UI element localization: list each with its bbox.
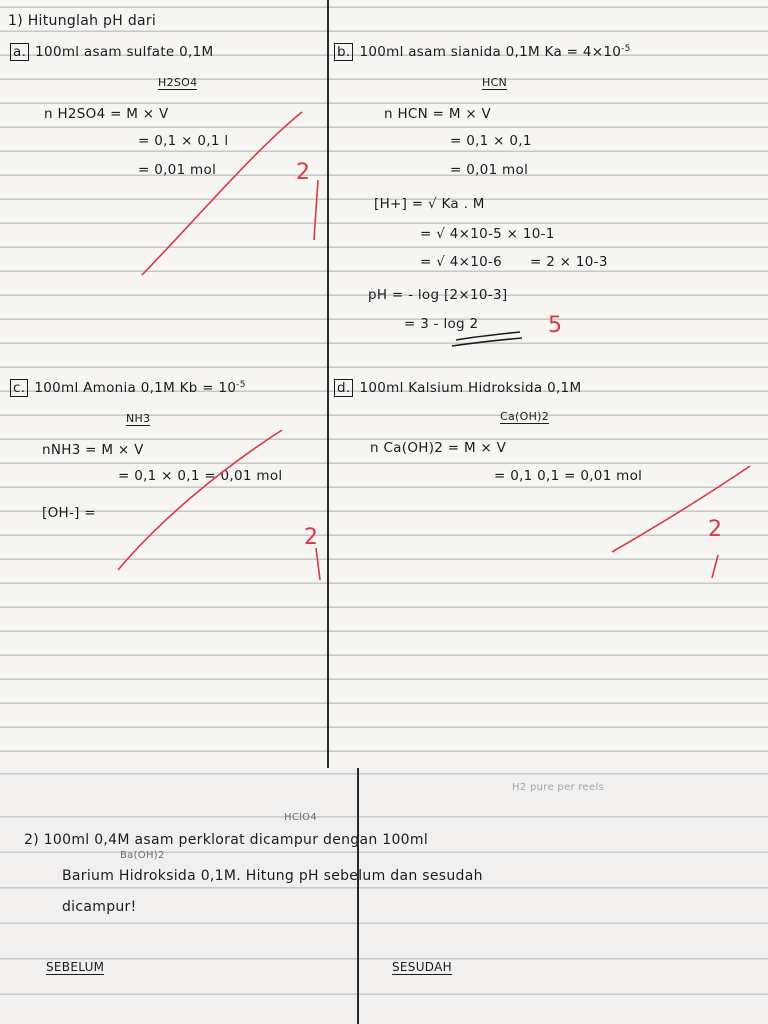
- note-barium-formula: Ba(OH)2: [120, 850, 165, 861]
- part-b-line-8: pH = - log [2×10-3]: [368, 287, 508, 303]
- part-b-line-7: = 2 × 10-3: [530, 254, 608, 270]
- question-1-heading: 1) Hitunglah pH dari: [8, 13, 157, 29]
- part-a-formula: H2SO4: [158, 76, 198, 89]
- part-a-line-3: = 0,01 mol: [138, 162, 217, 178]
- part-c-title: [10, 380, 246, 396]
- part-a-line-2: = 0,1 × 0,1 l: [138, 133, 229, 149]
- part-a-title: [10, 44, 213, 60]
- question-2-line-1: 2) 100ml 0,4M asam perklorat dicampur dengan 100ml: [24, 832, 429, 848]
- part-a-text: 100ml asam sulfate 0,1M: [35, 44, 214, 60]
- part-d-score: 2: [708, 517, 723, 542]
- part-d-score-tick: [712, 555, 718, 578]
- part-c-line-1: nNH3 = M × V: [42, 442, 144, 458]
- faint-top-notes: H2 pure per reels: [512, 782, 605, 793]
- part-d-line-1: n Ca(OH)2 = M × V: [370, 440, 507, 456]
- part-d-line-2: = 0,1 0,1 = 0,01 mol: [494, 468, 643, 484]
- part-c-score: 2: [304, 525, 319, 550]
- part-b-title: [334, 44, 631, 60]
- part-c-text: 100ml Amonia 0,1M Kb = 10: [34, 380, 237, 396]
- part-c-score-tick: [316, 548, 320, 580]
- part-b-line-2: = 0,1 × 0,1: [450, 133, 532, 149]
- column-divider: [327, 0, 329, 768]
- part-c-label: c.: [10, 379, 28, 397]
- part-b-line-4: [H+] = √ Ka . M: [374, 196, 485, 212]
- part-b-line-3: = 0,01 mol: [450, 162, 529, 178]
- before-heading: SEBELUM: [46, 960, 105, 974]
- part-d-title: [334, 380, 581, 396]
- part-b-line-5: = √ 4×10-5 × 10-1: [420, 226, 555, 242]
- part-d-formula: Ca(OH)2: [500, 410, 550, 423]
- part-b-label: b.: [334, 43, 353, 61]
- question-2-line-2: Barium Hidroksida 0,1M. Hitung pH sebelum dan sesudah: [62, 868, 483, 884]
- column-divider-2: [357, 768, 359, 1024]
- part-c-line-2: = 0,1 × 0,1 = 0,01 mol: [118, 468, 283, 484]
- part-a-line-1: n H2SO4 = M × V: [44, 106, 169, 122]
- part-d-text: 100ml Kalsium Hidroksida 0,1M: [359, 380, 582, 396]
- part-b-line-1: n HCN = M × V: [384, 106, 492, 122]
- part-b-score: 5: [548, 313, 563, 338]
- part-c-exponent: -5: [236, 380, 246, 390]
- part-a-score: 2: [296, 160, 311, 185]
- part-b-exponent: -5: [621, 44, 631, 54]
- part-a-label: a.: [10, 43, 29, 61]
- notebook-page-2: [0, 768, 768, 1024]
- part-d-label: d.: [334, 379, 353, 397]
- after-heading: SESUDAH: [392, 960, 452, 974]
- part-c-line-3: [OH-] =: [42, 505, 96, 521]
- part-b-line-9: = 3 - log 2: [404, 316, 479, 332]
- note-perchloric-formula: HClO4: [284, 812, 318, 823]
- question-2-line-3: dicampur!: [62, 899, 137, 915]
- part-b-line-6: = √ 4×10-6: [420, 254, 503, 270]
- part-c-formula: NH3: [126, 412, 151, 425]
- part-b-text: 100ml asam sianida 0,1M Ka = 4×10: [359, 44, 622, 60]
- part-b-formula: HCN: [482, 76, 508, 89]
- part-b-emphasis-underline: [452, 332, 522, 346]
- part-a-score-tick: [314, 180, 318, 240]
